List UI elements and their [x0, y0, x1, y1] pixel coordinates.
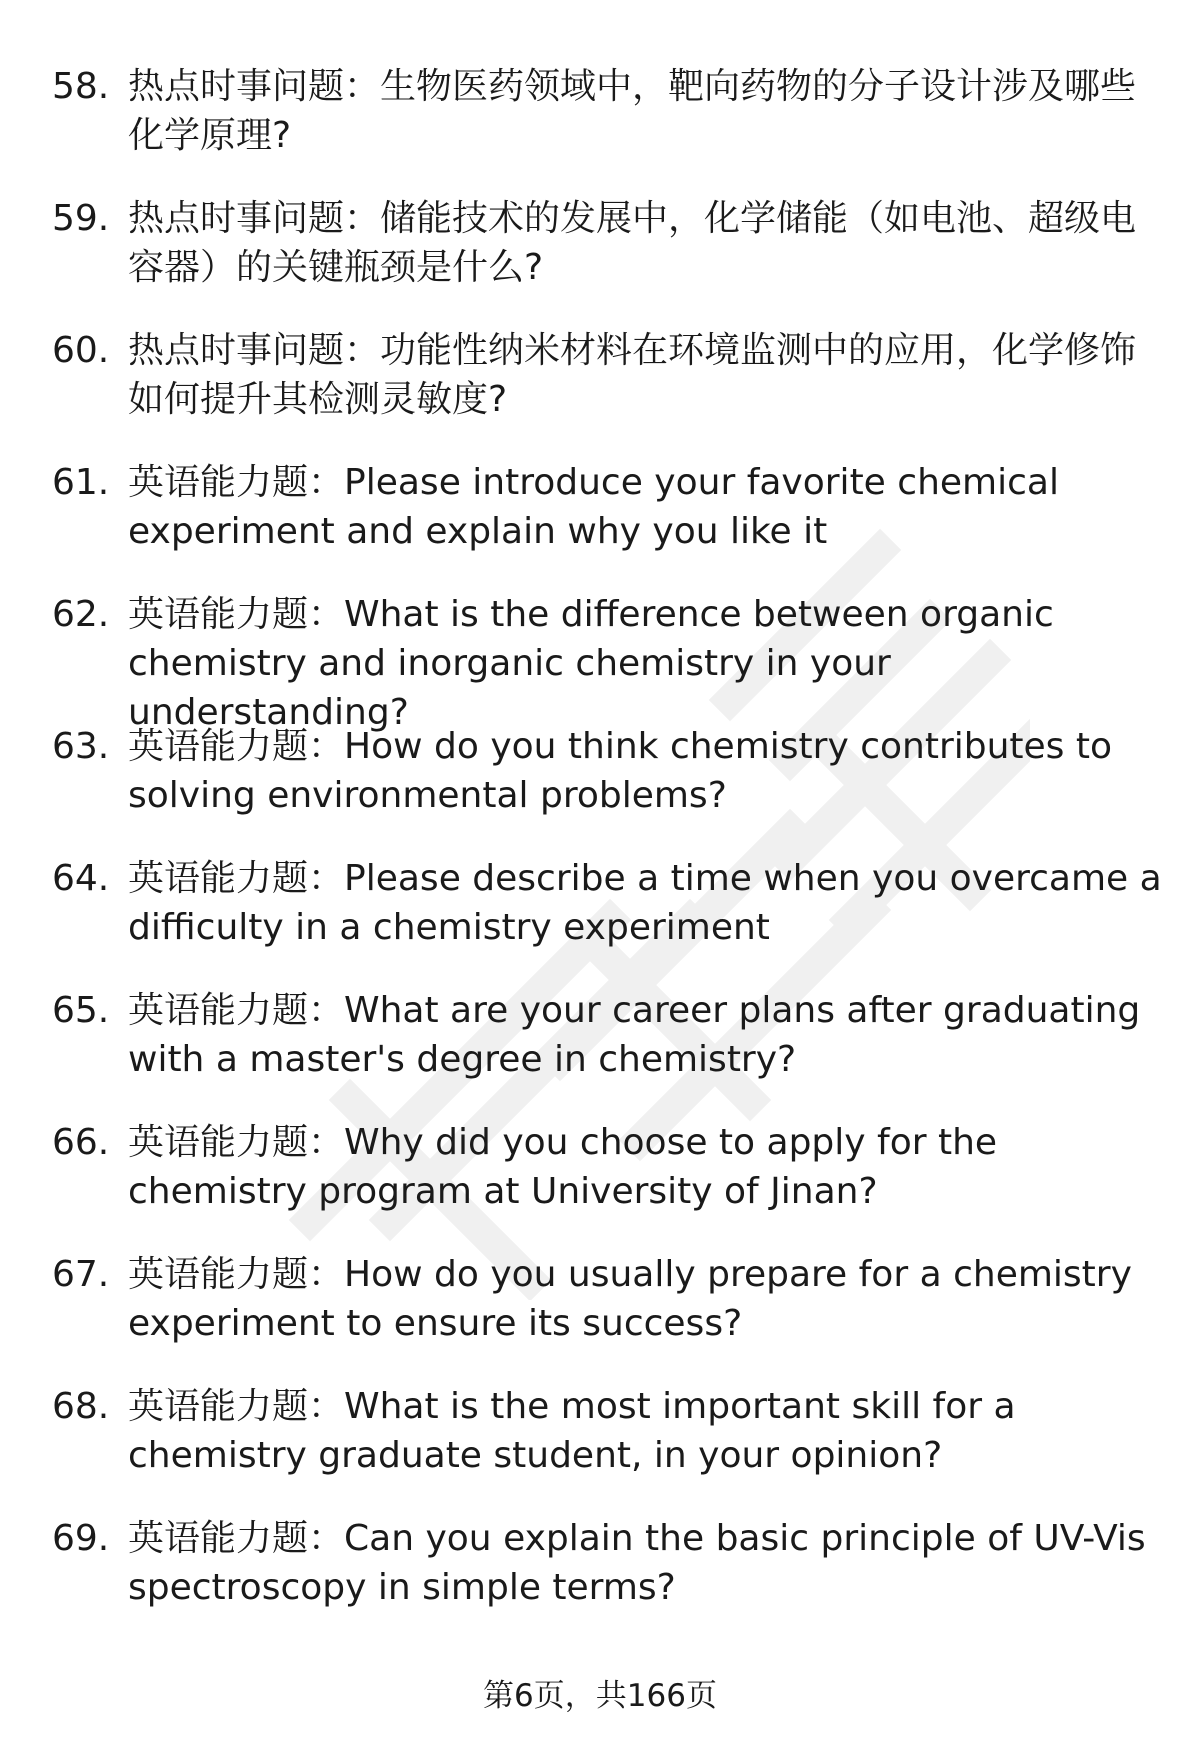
question-item	[52, 194, 1167, 326]
question-category: 英语能力题：	[128, 726, 345, 767]
question-text: Please describe a time when you overcame a difficulty in a chemistry experiment	[128, 858, 1162, 948]
question-list	[52, 62, 1167, 1646]
question-category: 热点时事问题：	[128, 66, 381, 107]
question-item	[52, 590, 1167, 733]
question-body	[128, 326, 1167, 424]
question-body	[128, 1118, 1167, 1216]
question-number: 69.	[52, 1518, 110, 1559]
question-body	[128, 986, 1167, 1084]
page-footer: 第6页，共166页	[483, 1678, 717, 1714]
question-item	[52, 1382, 1167, 1514]
question-body	[128, 1382, 1167, 1480]
question-body	[128, 854, 1167, 952]
question-number: 67.	[52, 1254, 110, 1295]
question-category: 英语能力题：	[128, 462, 345, 503]
question-number: 68.	[52, 1386, 110, 1427]
question-item	[52, 854, 1167, 986]
question-number: 63.	[52, 726, 110, 767]
question-category: 热点时事问题：	[128, 198, 381, 239]
question-text: Can you explain the basic principle of UV-Vis spectroscopy in simple terms?	[128, 1518, 1146, 1608]
question-item	[52, 1250, 1167, 1382]
question-number: 60.	[52, 330, 110, 371]
question-category: 英语能力题：	[128, 1254, 345, 1295]
question-item	[52, 458, 1167, 590]
question-body	[128, 62, 1167, 160]
question-body	[128, 1514, 1167, 1612]
question-item	[52, 986, 1167, 1118]
question-body	[128, 1250, 1167, 1348]
question-item	[52, 62, 1167, 194]
question-category: 英语能力题：	[128, 1518, 345, 1559]
question-category: 英语能力题：	[128, 858, 345, 899]
question-item	[52, 1514, 1167, 1646]
question-body	[128, 194, 1167, 292]
question-text: Please introduce your favorite chemical experiment and explain why you like it	[128, 462, 1059, 552]
question-text: How do you usually prepare for a chemistry experiment to ensure its success?	[128, 1254, 1132, 1344]
question-number: 62.	[52, 594, 110, 635]
question-item	[52, 326, 1167, 458]
question-text: What is the difference between organic chemistry and inorganic chemistry in your understanding?	[128, 594, 1054, 733]
question-category: 英语能力题：	[128, 1386, 345, 1427]
question-number: 58.	[52, 66, 110, 107]
question-text: Why did you choose to apply for the chemistry program at University of Jinan?	[128, 1122, 998, 1212]
question-number: 65.	[52, 990, 110, 1031]
question-body	[128, 722, 1167, 820]
question-category: 英语能力题：	[128, 594, 345, 635]
question-number: 64.	[52, 858, 110, 899]
question-category: 英语能力题：	[128, 1122, 345, 1163]
question-text: 生物医药领域中，靶向药物的分子设计涉及哪些化学原理?	[128, 66, 1137, 156]
question-body	[128, 590, 1167, 737]
question-number: 66.	[52, 1122, 110, 1163]
question-text: What are your career plans after graduating with a master's degree in chemistry?	[128, 990, 1141, 1080]
question-text: How do you think chemistry contributes to solving environmental problems?	[128, 726, 1113, 816]
question-text: 储能技术的发展中，化学储能（如电池、超级电容器）的关键瓶颈是什么?	[128, 198, 1137, 288]
question-number: 59.	[52, 198, 110, 239]
question-number: 61.	[52, 462, 110, 503]
question-text: 功能性纳米材料在环境监测中的应用，化学修饰如何提升其检测灵敏度?	[128, 330, 1137, 420]
question-text: What is the most important skill for a chemistry graduate student, in your opinion?	[128, 1386, 1016, 1476]
question-item	[52, 722, 1167, 854]
question-category: 热点时事问题：	[128, 330, 381, 371]
question-body	[128, 458, 1167, 556]
question-item	[52, 1118, 1167, 1250]
question-category: 英语能力题：	[128, 990, 345, 1031]
